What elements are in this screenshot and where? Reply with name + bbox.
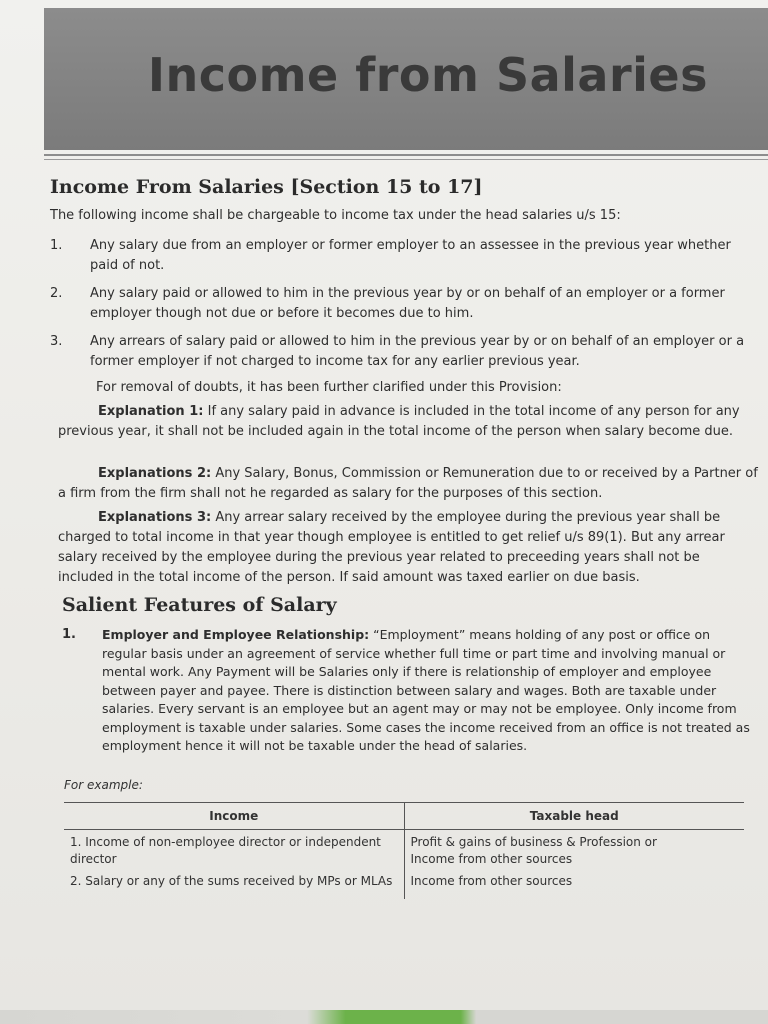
explanation-1 xyxy=(58,402,758,442)
divider-line xyxy=(44,159,768,160)
list-item xyxy=(50,236,752,276)
clarification-text: For removal of doubts, it has been further clarified under this Provision: xyxy=(96,380,562,395)
explanation-3 xyxy=(58,508,758,588)
salient-heading: Salient Features of Salary xyxy=(62,594,337,616)
taxable-entry: Income from other sources xyxy=(410,874,573,888)
taxable-head-cell xyxy=(404,830,744,900)
feature-text: “Employment” means holding of any post or office on regular basis under an agreement of service whether full time or part time and involving manual or mental work. Any Payment will be Salaries only if there is relationship of employer and employee between payer and payee. There is distinction between salary and wages. Both are taxable under salaries. Every servant is an employee but an agent may or may not be employee. Only income from employment is taxable under salaries. Some cases the income received from an office is not treated as employment hence it will not be taxable under the head of salaries. xyxy=(102,627,750,753)
section-heading: Income From Salaries [Section 15 to 17] xyxy=(50,176,483,198)
header-income: Income xyxy=(64,803,404,830)
item-text: Any salary due from an employer or former employer to an assessee in the previous year whether paid of not. xyxy=(90,238,731,273)
chapter-banner xyxy=(44,8,768,150)
list-item xyxy=(50,332,752,372)
example-table xyxy=(64,802,744,899)
taxable-entry: Profit & gains of business & Profession or xyxy=(410,835,657,849)
item-text: Any salary paid or allowed to him in the previous year by or on behalf of an employer or a former employer though not due or before it becomes due to him. xyxy=(90,286,725,321)
item-number: 1. xyxy=(62,627,76,642)
explanation-label: Explanations 2: xyxy=(98,466,212,481)
explanation-text: Any Salary, Bonus, Commission or Remuneration due to or received by a Partner of a firm from the firm shall not he regarded as salary for the purposes of this section. xyxy=(58,466,758,501)
header-taxable-head: Taxable head xyxy=(404,803,744,830)
table-header-row xyxy=(64,803,744,830)
item-number: 1. xyxy=(50,238,63,253)
income-entry: 2. Salary or any of the sums received by MPs or MLAs xyxy=(70,874,393,888)
feature-item xyxy=(62,626,752,756)
explanation-text: Any arrear salary received by the employee during the previous year shall be charged to total income in that year though employee is entitled to get relief u/s 89(1). But any arrear salary received by the employee during the previous year related to preceeding years shall not be included in the total income of the person. If said amount was taxed earlier on due basis. xyxy=(58,510,725,585)
intro-text: The following income shall be chargeable to income tax under the head salaries u/s 15: xyxy=(50,208,621,223)
income-cell xyxy=(64,830,404,900)
explanation-text: If any salary paid in advance is included in the total income of any person for any previous year, it shall not be included again in the total income of the person when salary become due. xyxy=(58,404,740,439)
item-number: 2. xyxy=(50,286,63,301)
explanation-label: Explanation 1: xyxy=(98,404,204,419)
table-row xyxy=(64,830,744,900)
example-label: For example: xyxy=(64,778,143,792)
explanation-2 xyxy=(58,464,758,504)
list-item xyxy=(50,284,752,324)
feature-lead: Employer and Employee Relationship: xyxy=(102,627,370,642)
divider-line xyxy=(44,154,768,156)
income-entry: 1. Income of non-employee director or independent director xyxy=(70,835,381,866)
item-text: Any arrears of salary paid or allowed to him in the previous year by or on behalf of an employer or a former employer if not charged to income tax for any earlier previous year. xyxy=(90,334,745,369)
taxable-entry: Income from other sources xyxy=(410,852,573,866)
page-bottom-edge xyxy=(0,1010,768,1024)
item-number: 3. xyxy=(50,334,63,349)
chapter-title: Income from Salaries xyxy=(147,48,708,102)
explanation-label: Explanations 3: xyxy=(98,510,212,525)
